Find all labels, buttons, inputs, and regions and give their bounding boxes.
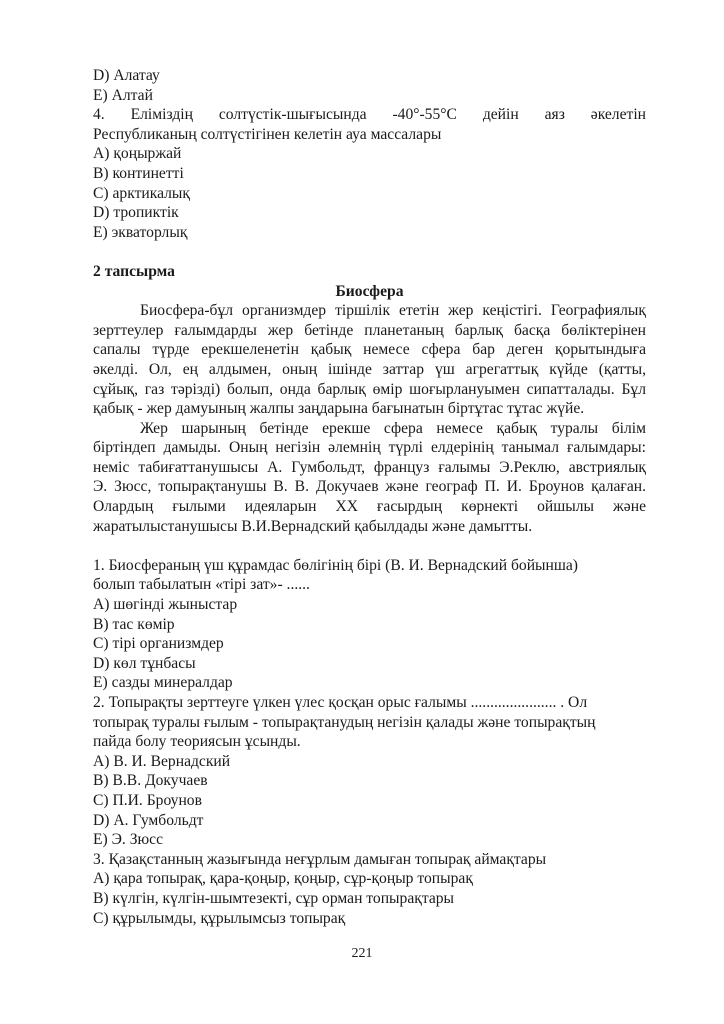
question-3-option-a: A) қара топырақ, қара-қоңыр, қоңыр, сұр-қоңыр топырақ [93,870,473,888]
question-1-option-e: E) сазды минералдар [93,674,233,692]
question-1-option-c: C) тірі организмдер [93,635,224,653]
question-4-option-a: A) қоңыржай [93,145,182,163]
paragraph-line: қабық - жер дамуының жалпы заңдарына бағынатын біртұтас тұтас жүйе. [93,400,585,418]
question-3 [93,850,646,928]
question-2-option-d: D) А. Гумбольдт [93,811,204,829]
paragraph-biosphere-definition [93,301,646,419]
question-2-text-line: пайда болу теориясын ұсынды. [93,733,301,751]
question-4-option-b: B) континетті [93,164,184,182]
paragraph-line: Олардың ғылыми идеяларын XX ғасырдың көрнекті ойшылы және [93,498,646,516]
option-e-previous: E) Алтай [93,86,153,104]
question-3-option-c: C) құрылымды, құрылымсыз топырақ [93,909,346,927]
spacer [93,242,646,262]
paragraph-line: әкелді. Ол, ең алдымен, оның ішінде заттар үш агрегаттық күйде (қатты, [93,360,646,378]
question-4-option-d: D) тропиктік [93,204,179,222]
question-4-text-line: Республиканың солтүстігінен келетін ауа массалары [93,125,442,143]
paragraph-line: жаратылыстанушысы В.И.Вернадский қабылдады және дамытты. [93,517,533,535]
question-1-option-b: B) тас көмір [93,615,175,633]
option-d-previous: D) Алатау [93,67,160,84]
question-2-text-line: 2. Топырақты зерттеуге үлкен үлес қосқан орыс ғалымы ...................... . Ол [93,694,588,711]
question-1-text-line: 1. Биосфераның үш құрамдас бөлігінің бірі (В. И. Вернадский бойынша) [93,556,578,574]
paragraph-line: Жер шарының бетінде ерекше сфера немесе қабық туралы білім [140,419,646,437]
question-2 [93,693,646,850]
question-2-option-c: C) П.И. Броунов [93,791,202,809]
paragraph-line: Биосфера-бұл организмдер тіршілік ететін жер кеңістігі. Географиялық [140,302,646,320]
question-1-option-a: A) шөгінді жыныстар [93,596,238,614]
task-label: 2 тапсырма [93,262,175,280]
paragraph-biosphere-history [93,419,646,537]
question-3-text-line: 3. Қазақстанның жазығында неғұрлым дамыған топырақ аймақтары [93,850,547,868]
spacer [93,536,646,556]
question-2-option-a: A) В. И. Вернадский [93,752,231,770]
paragraph-line: Э. Зюсс, топырақтанушы В. В. Докучаев және географ П. И. Броунов қалаған. [93,478,646,496]
question-2-option-e: E) Э. Зюсс [93,831,164,849]
question-2-text-line: топырақ туралы ғылым - топырақтанудың негізін қалады және топырақтың [93,713,596,731]
paragraph-line: сұйық, газ тәрізді) болып, онда барлық өмір шоғырлануымен сипатталады. Бұл [93,380,646,398]
document-page [93,66,646,928]
paragraph-line: сапалы түрде ерекшеленетін қабық немесе сфера бар деген қорытындыға [93,341,646,359]
question-1-option-d: D) көл тұнбасы [93,654,196,672]
question-4-option-e: E) экваторлық [93,223,188,241]
question-2-option-b: B) В.В. Докучаев [93,772,208,790]
page-number: 221 [351,946,373,961]
paragraph-line: біртіндеп дамыды. Оның негізін әлемнің түрлі елдерінің танымал ғалымдары: [93,439,646,457]
question-1-text-line: болып табылатын «тірі зат»- ...... [93,576,310,594]
question-1 [93,556,646,693]
section-title: Биосфера [335,282,404,300]
question-3-option-b: B) күлгін, күлгін-шымтезекті, сұр орман топырақтары [93,889,455,907]
question-4 [93,105,646,242]
paragraph-line: неміс табиғаттанушысы А. Гумбольдт, француз ғалымы Э.Реклю, австриялық [93,458,646,476]
question-4-text-line: 4. Еліміздің солтүстік-шығысында -40°-55°C дейін аяз әкелетін [93,106,646,124]
paragraph-line: зерттеулер ғалымдарды жер бетінде планетаның барлық басқа бөліктерінен [93,321,646,339]
question-4-option-c: C) арктикалық [93,184,190,202]
